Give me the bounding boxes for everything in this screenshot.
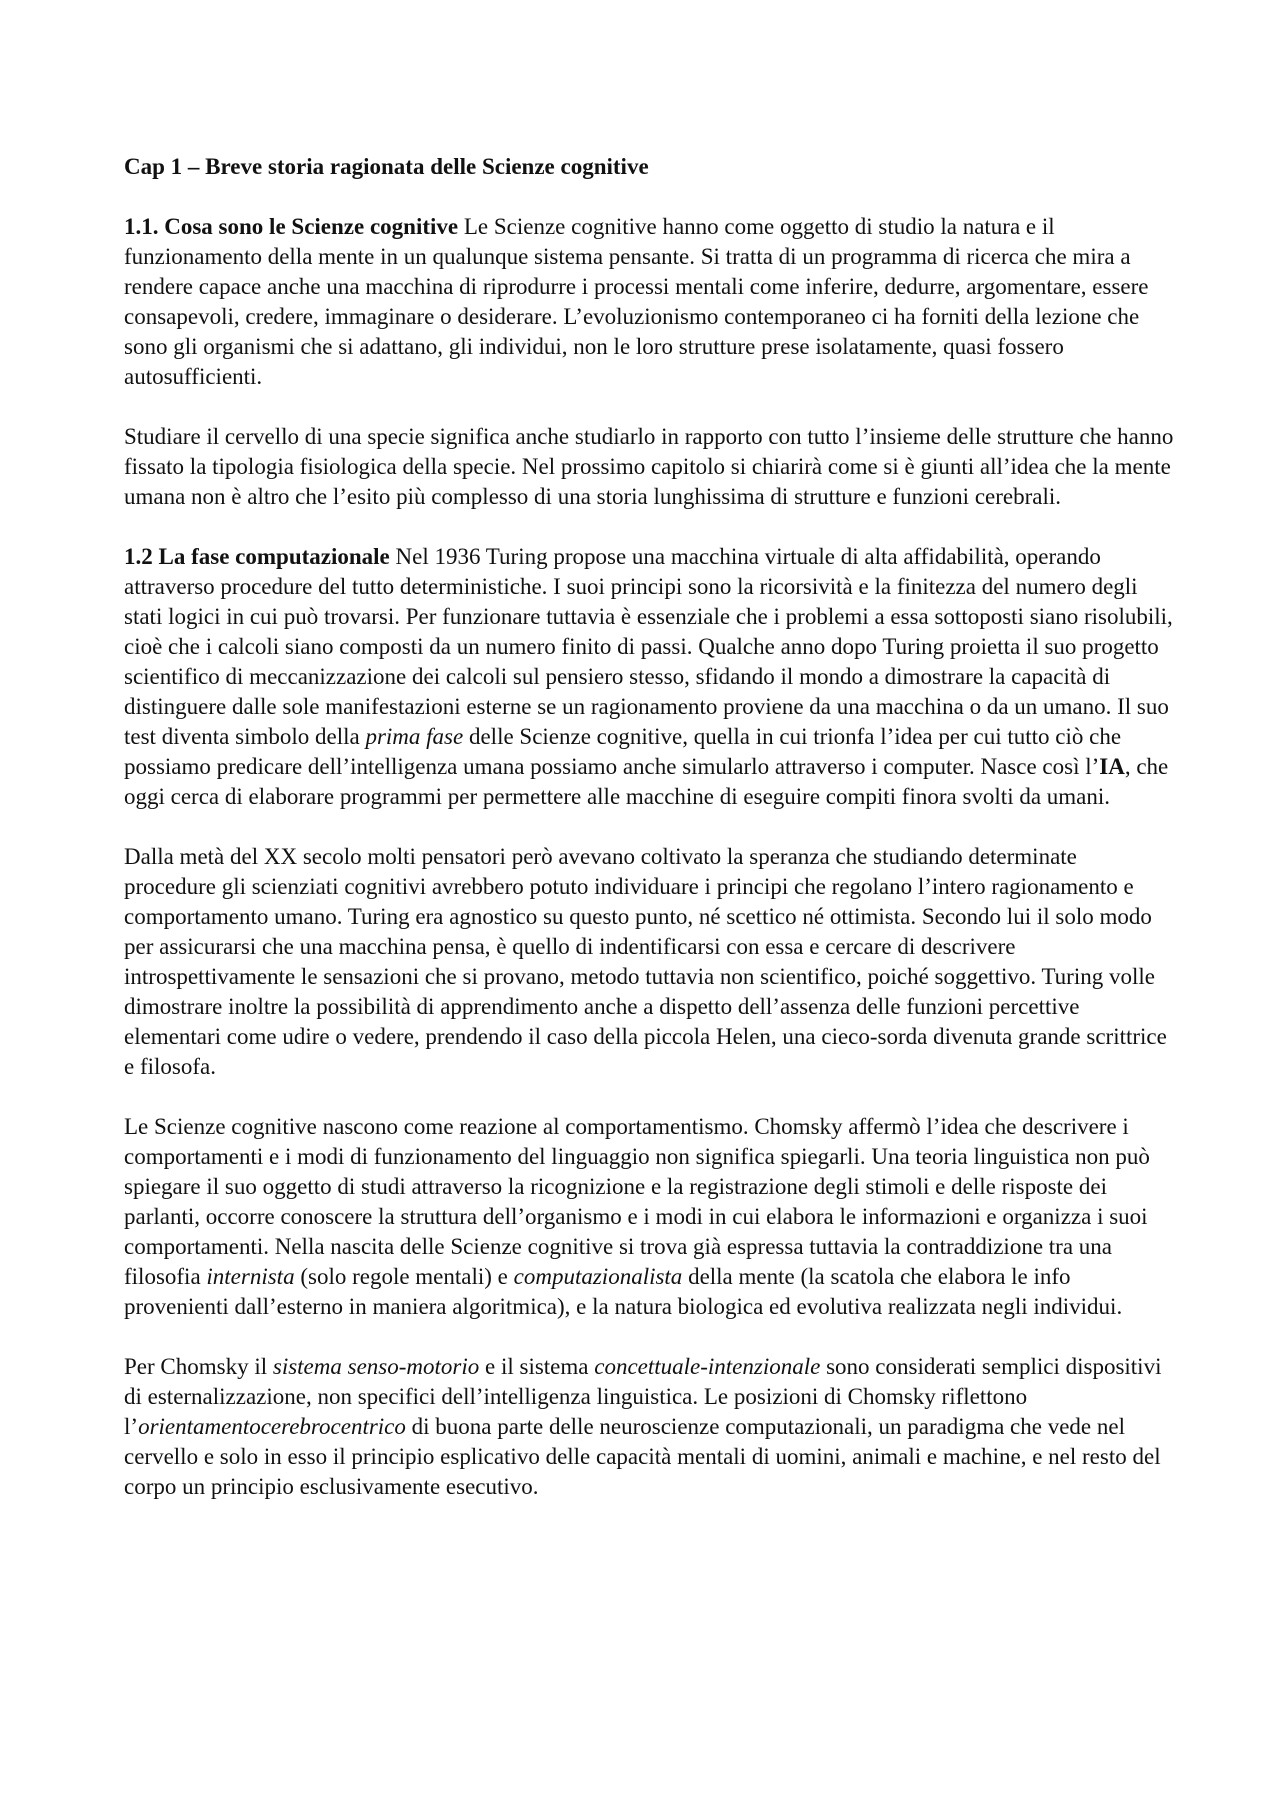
section-2-paragraph-3 [124,1112,1174,1322]
paragraph-4-text-b: e il sistema [479,1354,595,1379]
paragraph-4-text-a: Per Chomsky il [124,1354,273,1379]
paragraph-4-text-c: sono considerati semplici dispositivi di esternalizzazione, non specifici dell’intelligenza linguistica. Le posizioni di Chomsky riflettono l’ [124,1354,1162,1439]
bold-ia: IA [1099,754,1125,779]
section-2-text-b: delle Scienze cognitive, quella in cui trionfa l’idea per cui tutto ciò che possiamo predicare dell’intelligenza umana possiamo anche simularlo attraverso i computer. Nasce così l’ [124,724,1122,779]
section-1-heading: 1.1. Cosa sono le Scienze cognitive [124,214,459,239]
section-1-paragraph-2: Studiare il cervello di una specie significa anche studiarlo in rapporto con tutto l’insieme delle strutture che hanno fissato la tipologia fisiologica della specie. Nel prossimo capitolo si chiarirà come si è giunti all’idea che la mente umana non è altro che l’esito più complesso di una storia lunghissima di strutture e funzioni cerebrali. [124,424,1174,509]
italic-concettuale-intenzionale: concettuale-intenzionale [594,1354,821,1379]
italic-sistema-senso-motorio: sistema senso-motorio [272,1354,480,1379]
paragraph-3-text-c: della mente (la scatola che elabora le info provenienti dall’esterno in maniera algoritmica), e la natura biologica ed evolutiva realizzata negli individui. [124,1264,1123,1319]
italic-computazionalista: computazionalista [513,1264,683,1289]
italic-internista: internista [206,1264,295,1289]
section-2-paragraph-2: Dalla metà del XX secolo molti pensatori però avevano coltivato la speranza che studiando determinate procedure gli scienziati cognitivi avrebbero potuto individuare i principi che regolano l’intero ragionamento e comportamento umano. Turing era agnostico su questo punto, né scettico né ottimista. Secondo lui il solo modo per assicurarsi che una macchina pensa, è quello di indentificarsi con essa e cercare di descrivere introspettivamente le sensazioni che si provano, metodo tuttavia non scientifico, poiché soggettivo. Turing volle dimostrare inoltre la possibilità di apprendimento anche a dispetto dell’assenza delle funzioni percettive elementari come udire o vedere, prendendo il caso della piccola Helen, una cieco-sorda divenuta grande scrittrice e filosofa. [124,844,1167,1079]
paragraph-3-text-b: (solo regole mentali) e [294,1264,514,1289]
section-2-text-a: Nel 1936 Turing propose una macchina virtuale di alta affidabilità, operando attraverso procedure del tutto deterministiche. I suoi principi sono la ricorsività e la finitezza del numero degli stati logici in cui può trovarsi. Per funzionare tuttavia è essenziale che i problemi a essa sottoposti siano risolubili, cioè che i calcoli siano composti da un numero finito di passi. Qualche anno dopo Turing proietta il suo progetto scientifico di meccanizzazione dei calcoli sul pensiero stesso, sfidando il mondo a dimostrare la capacità di distinguere dalle sole manifestazioni esterne se un ragionamento proviene da una macchina o da un umano. Il suo test diventa simbolo della [124,544,1173,749]
section-2-paragraph-1 [124,542,1174,812]
section-2-text-c: , che oggi cerca di elaborare programmi per permettere alle macchine di eseguire compiti finora svolti da umani. [124,754,1169,809]
chapter-title: Cap 1 – Breve storia ragionata delle Scienze cognitive [124,154,649,179]
paragraph-3-text-a: Le Scienze cognitive nascono come reazione al comportamentismo. Chomsky affermò l’idea che descrivere i comportamenti e i modi di funzionamento del linguaggio non significa spiegarli. Una teoria linguistica non può spiegare il suo oggetto di studi attraverso la ricognizione e la registrazione degli stimoli e delle risposte dei parlanti, occorre conoscere la struttura dell’organismo e i modi in cui elabora le informazioni e organizza i suoi comportamenti. Nella nascita delle Scienze cognitive si trova già espressa tuttavia la contraddizione tra una filosofia [124,1114,1150,1289]
italic-orientamento: orientamentocerebrocentrico [138,1414,406,1439]
section-2-heading: 1.2 La fase computazionale [124,544,390,569]
section-1-text: Le Scienze cognitive hanno come oggetto di studio la natura e il funzionamento della mente in un qualunque sistema pensante. Si tratta di un programma di ricerca che mira a rendere capace anche una macchina di riprodurre i processi mentali come inferire, dedurre, argomentare, essere consapevoli, credere, immaginare o desiderare. L’evoluzionismo contemporaneo ci ha forniti della lezione che sono gli organismi che si adattano, gli individui, non le loro strutture prese isolatamente, quasi fossero autosufficienti. [124,214,1149,389]
document-page [124,152,1174,1532]
section-2-paragraph-4 [124,1352,1174,1502]
section-1-paragraph-1 [124,212,1174,392]
italic-prima-fase: prima fase [365,724,464,749]
paragraph-4-text-d: di buona parte delle neuroscienze computazionali, un paradigma che vede nel cervello e solo in esso il principio esplicativo delle capacità mentali di uomini, animali e machine, e nel resto del corpo un principio esclusivamente esecutivo. [124,1414,1161,1499]
